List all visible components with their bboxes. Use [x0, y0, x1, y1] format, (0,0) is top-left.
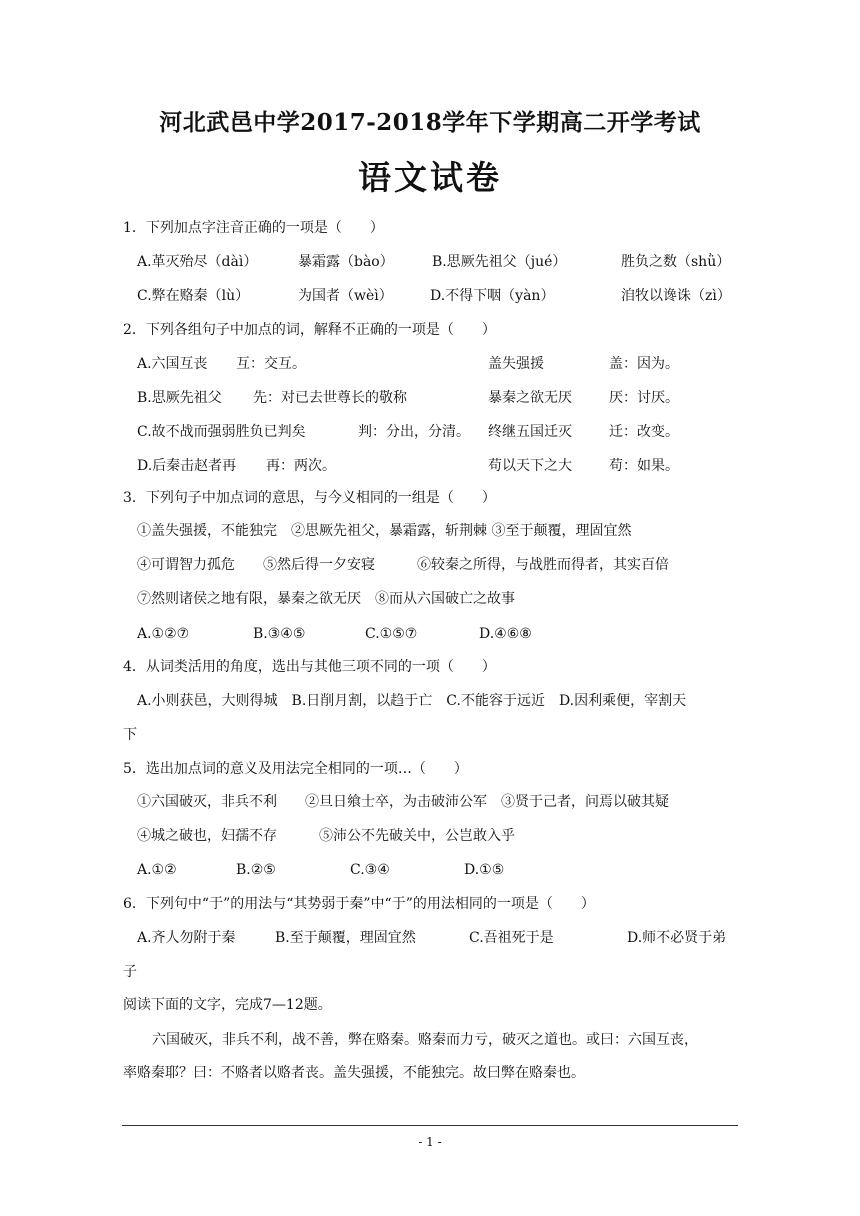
- q2-d-gloss: 再：两次。: [266, 458, 336, 474]
- q5-sentence-line-2: ④城之破也，妇孺不存 ⑤沛公不先破关中，公岂敢入乎: [137, 828, 515, 844]
- passage-line-2: 率赂秦耶？曰：不赂者以赂者丧。盖失强援，不能独完。故曰弊在赂秦也。: [123, 1065, 585, 1081]
- q5-choice-d: D.①⑤: [464, 862, 505, 878]
- question-4-stem: 4．从词类活用的角度，选出与其他三项不同的一项（ ）: [123, 659, 496, 675]
- question-6-stem: 6．下列句中“于”的用法与“其势弱于秦”中“于”的用法相同的一项是（ ）: [123, 896, 595, 912]
- q5-choice-a: A.①②: [137, 862, 177, 878]
- q6-choice-c: C.吾祖死于是: [469, 930, 554, 946]
- q1-option-c2: 为国者（wèì）: [298, 288, 393, 304]
- q2-b-gloss: 先：对已去世尊长的敬称: [253, 390, 407, 406]
- q2-d-gloss2: 苟：如果。: [609, 458, 679, 474]
- q2-d-phrase2: 苟以天下之大: [488, 458, 572, 474]
- q3-choice-b: B.③④⑤: [253, 626, 306, 642]
- q1-option-b: B.思厥先祖父（jué）: [432, 254, 567, 270]
- q5-sentence-line-1: ①六国破灭，非兵不利 ②旦日飨士卒，为击破沛公军 ③贤于己者，问焉以破其疑: [137, 794, 669, 810]
- q2-a-gloss: 互：交互。: [236, 356, 306, 372]
- question-5-stem: 5．选出加点词的意义及用法完全相同的一项…（ ）: [123, 761, 468, 777]
- q5-choice-c: C.③④: [350, 862, 390, 878]
- q6-choice-b: B.至于颠覆，理固宜然: [275, 930, 416, 946]
- q2-a-phrase: A.六国互丧: [137, 356, 208, 372]
- q1-option-c: C.弊在赂秦（lù）: [137, 288, 250, 304]
- q1-option-a2: 暴霜露（bào）: [298, 254, 394, 270]
- q4-options-wrap: 下: [123, 727, 137, 743]
- exam-subject-title: 语文试卷: [358, 158, 502, 197]
- q2-b-phrase2: 暴秦之欲无厌: [488, 390, 572, 406]
- q4-options-line: A.小则获邑，大则得城 B.日削月割，以趋于亡 C.不能容于远近 D.因利乘便，宰割天: [137, 693, 687, 709]
- q6-choice-d: D.师不必贤于弟: [627, 930, 727, 946]
- q2-b-gloss2: 厌：讨厌。: [609, 390, 679, 406]
- q5-choice-b: B.②⑤: [236, 862, 276, 878]
- q3-sentence-line-1: ①盖失强援，不能独完 ②思厥先祖父，暴霜露，斩荆棘 ③至于颠覆，理固宜然: [137, 523, 632, 539]
- q2-c-phrase: C.故不战而强弱胜负已判矣: [137, 424, 306, 440]
- footer-divider: [122, 1125, 738, 1126]
- q3-sentence-line-3: ⑦然则诸侯之地有限，暴秦之欲无厌 ⑧而从六国破亡之故事: [137, 591, 515, 607]
- q1-option-d2: 洎牧以谗诛（zì）: [621, 288, 731, 304]
- q2-d-phrase: D.后秦击赵者再: [137, 458, 237, 474]
- question-2-stem: 2．下列各组句子中加点的词，解释不正确的一项是（ ）: [123, 322, 496, 338]
- q2-c-gloss2: 迁：改变。: [609, 424, 679, 440]
- q3-choice-d: D.④⑥⑧: [479, 626, 532, 642]
- q1-option-a: A.革灭殆尽（dàì）: [137, 254, 258, 270]
- q1-option-b2: 胜负之数（shǜ）: [621, 254, 731, 270]
- q3-choice-a: A.①②⑦: [137, 626, 190, 642]
- q3-sentence-line-2: ④可谓智力孤危 ⑤然后得一夕安寝 ⑥较秦之所得，与战胜而得者，其实百倍: [137, 557, 669, 573]
- q2-c-phrase2: 终继五国迁灭: [488, 424, 572, 440]
- passage-line-1: 六国破灭，非兵不利，战不善，弊在赂秦。赂秦而力亏，破灭之道也。或曰：六国互丧，: [152, 1032, 698, 1048]
- reading-instruction: 阅读下面的文字，完成7—12题。: [123, 997, 332, 1013]
- q6-choice-wrap: 子: [123, 964, 137, 980]
- q2-c-gloss: 判：分出，分清。: [358, 424, 470, 440]
- q2-b-phrase: B.思厥先祖父: [137, 390, 222, 406]
- page-number: - 1 -: [418, 1135, 442, 1149]
- question-1-stem: 1．下列加点字注音正确的一项是（ ）: [123, 220, 384, 236]
- q6-choice-a: A.齐人勿附于秦: [137, 930, 236, 946]
- q3-choice-c: C.①⑤⑦: [365, 626, 418, 642]
- q2-a-gloss2: 盖：因为。: [609, 356, 679, 372]
- exam-title: 河北武邑中学2017-2018学年下学期高二开学考试: [159, 109, 701, 136]
- q1-option-d: D.不得下咽（yàn）: [430, 288, 555, 304]
- question-3-stem: 3．下列句子中加点词的意思，与今义相同的一组是（ ）: [123, 490, 496, 506]
- q2-a-phrase2: 盖失强援: [488, 356, 544, 372]
